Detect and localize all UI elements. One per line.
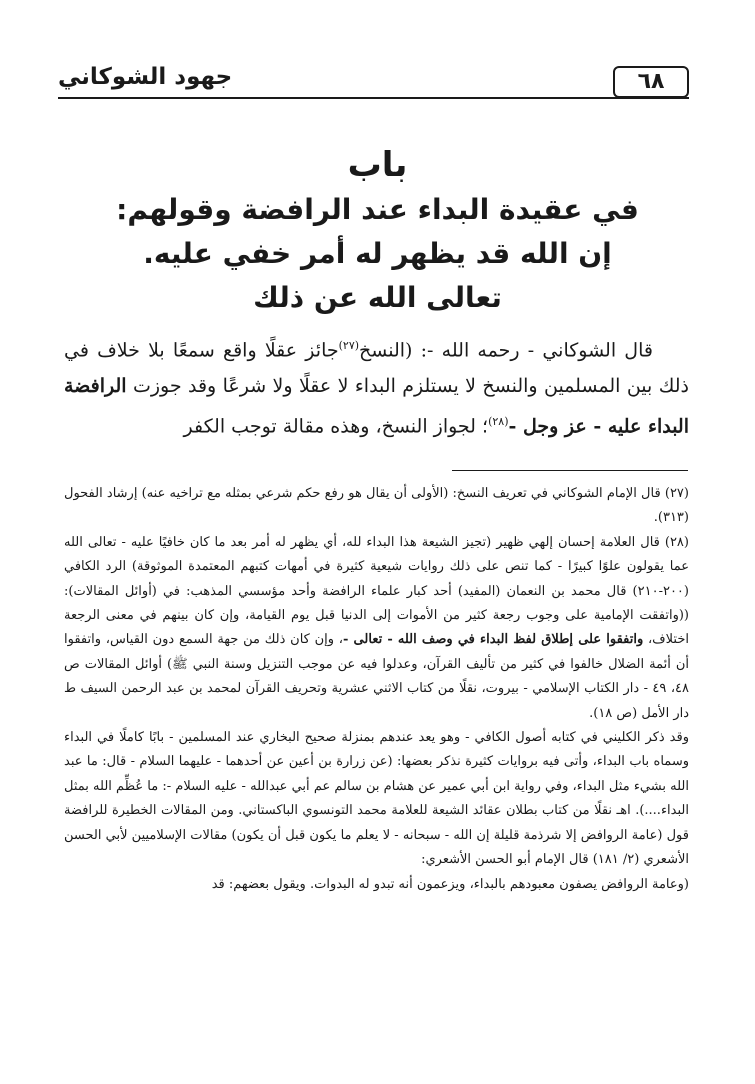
running-title: جهود الشوكاني (58, 64, 233, 90)
chapter-heading (60, 142, 695, 320)
chapter-title-line-3: تعالى الله عن ذلك (253, 281, 502, 314)
footnote-ref-28: (٢٨) (488, 415, 509, 429)
footnote-28-part-a: (٢٨) قال العلامة إحسان إلهي ظهير (تجيز الشيعة هذا البداء لله، أي يظهر له أمر بعد ما كان خافيًا عليه - تعالى الله عما يقولون علوًا كبيرًا - كما تنص على ذلك روايات شيعية كثيرة في أمهات كتبهم المعتمدة الموثوقة) الرد الكافي (٢٠٠-٢١٠) قال محمد بن النعمان (المفيد) أحد كبار علماء الرافضة وأحد مؤسسي المذهب: في (أوائل المقالات): ((واتفقت الإمامية على وجوب رجعة كثير من الأموات إلى الدنيا قبل يوم القيامة، وإن كان بينهم في معنى الرجعة اختلاف، (64, 534, 689, 648)
chapter-label: باب (347, 145, 408, 185)
footnotes (64, 482, 689, 897)
main-text-bold: الرافضة البداء عليه - عز وجل - (64, 375, 689, 438)
footnote-28-continued: وقد ذكر الكليني في كتابه أصول الكافي - وهو يعد عندهم بمنزلة صحيح البخاري عند المسلمين - بابًا كاملًا في البداء وسماه باب البداء، وأتى فيه بروايات كثيرة نذكر بعضها: (عن زرارة بن أعين عن أحدهما - عليهما السلام - قال: ما عبد الله بشيء مثل البداء، وفي رواية ابن أبي عمير عن هشام بن سالم عم أبي عبدالله - عليه السلام -: ما عُظِّم الله بمثل البداء....). اهـ نقلًا من كتاب بطلان عقائد الشيعة للعلامة محمد التونسوي الباكستاني. ومن المقالات الخطيرة للرافضة قول (عامة الروافض إلا شرذمة قليلة إن الله - سبحانه - لا يعلم ما يكون قبل أن يكون) مقالات الإسلاميين لأبي الحسن الأشعري (٢/ ١٨١) قال الإمام أبو الحسن الأشعري: (64, 730, 689, 868)
header-rule (58, 97, 689, 99)
footnote-28-bold: واتفقوا على إطلاق لفظ البداء في وصف الله - تعالى - (343, 632, 644, 648)
footnote-separator (452, 470, 688, 471)
main-paragraph (64, 328, 689, 445)
main-text-part-2: جائز عقلًا واقع سمعًا بلا خلاف في ذلك بين المسلمين والنسخ لا يستلزم البداء لا عقلًا ولا شرعًا وقد جوزت (64, 339, 689, 398)
footnote-28-part-b: ، وإن كان ذلك من جهة السمع دون القياس، واتفقوا أن أئمة الضلال خالفوا في كثير من تأليف القرآن، وعدلوا فيه عن موجب التنزيل وسنة النبي ﷺ) أوائل المقالات ص ٤٨، ٤٩ - دار الكتاب الإسلامي - بيروت، نقلًا من كتاب الاثني عشرية وتحريف القرآن لمحمد بن عبد الرحمن السيف ط دار الأمل (ص ١٨). (64, 632, 690, 721)
chapter-title-line-2: إن الله قد يظهر له أمر خفي عليه. (143, 237, 612, 270)
footnote-28 (64, 531, 689, 726)
main-text-part-3: ؛ لجواز النسخ، وهذه مقالة توجب الكفر (183, 415, 489, 438)
page-header (58, 64, 689, 104)
main-text (64, 328, 689, 445)
chapter-title-line-1: في عقيدة البداء عند الرافضة وقولهم: (116, 193, 639, 226)
main-text-part-1: قال الشوكاني - رحمه الله -: (النسخ (359, 339, 653, 362)
page-number: ٦٨ (613, 66, 689, 98)
footnote-27: (٢٧) قال الإمام الشوكاني في تعريف النسخ: (الأولى أن يقال هو رفع حكم شرعي بمثله مع تراخيه عنه) إرشاد الفحول (٣١٣). (64, 486, 689, 526)
footnote-ref-27: (٢٧) (338, 339, 360, 352)
footnote-28-quote: (وعامة الروافض يصفون معبودهم بالبداء، ويزعمون أنه تبدو له البدوات. ويقول بعضهم: قد (211, 876, 689, 892)
